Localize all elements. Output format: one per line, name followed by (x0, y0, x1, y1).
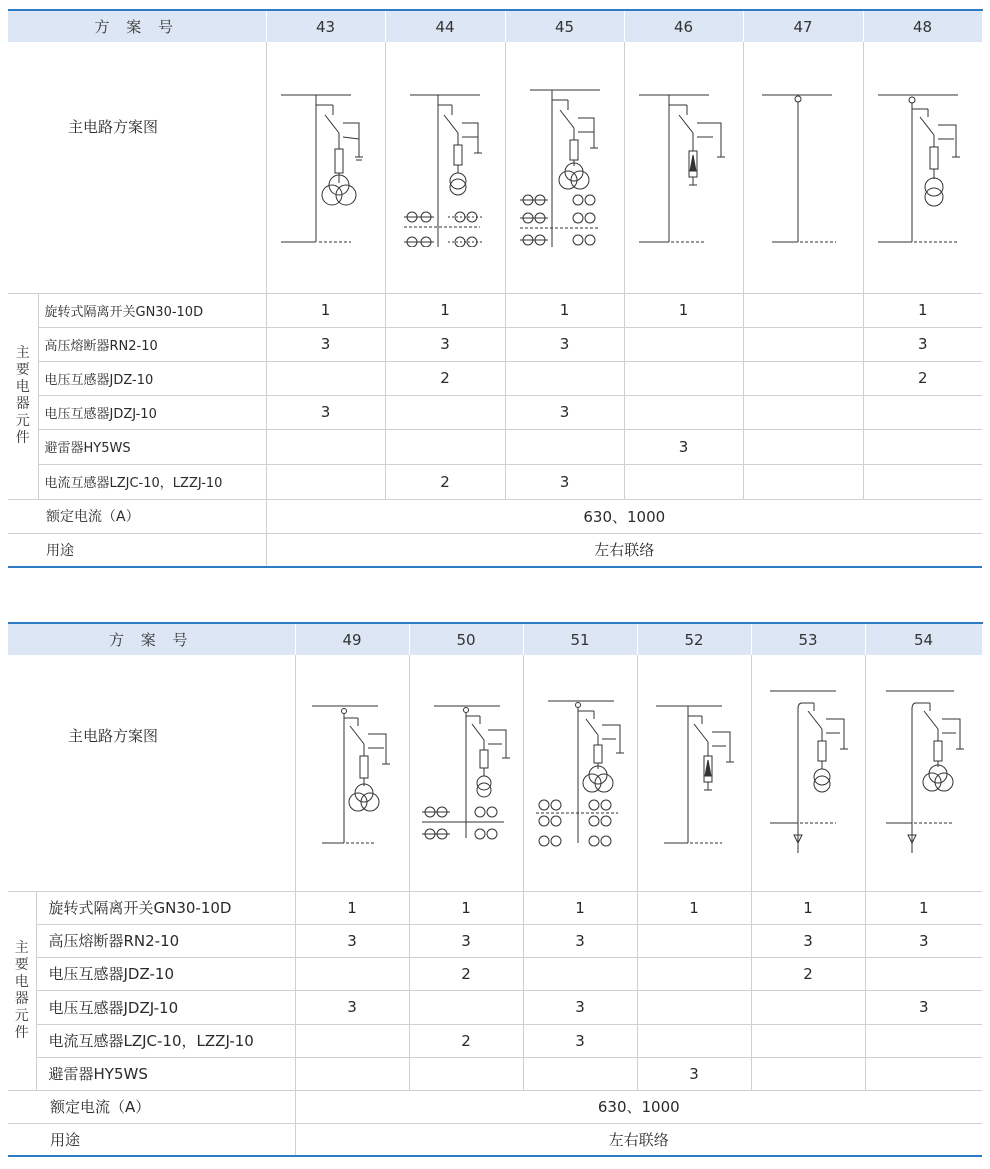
scheme-number: 52 (637, 623, 751, 655)
table-row (8, 1057, 982, 1090)
rated-current-value: 630、1000 (266, 499, 982, 533)
quantity-cell: 3 (523, 990, 637, 1024)
component-name: 避雷器HY5WS (36, 1057, 295, 1090)
quantity-cell (624, 327, 743, 361)
quantity-cell (266, 464, 385, 499)
quantity-cell (743, 464, 863, 499)
diagram-label: 主电路方案图 (8, 655, 295, 891)
quantity-cell: 3 (624, 429, 743, 464)
quantity-cell (624, 361, 743, 395)
quantity-cell (409, 1057, 523, 1090)
quantity-cell: 3 (505, 327, 624, 361)
quantity-cell (266, 429, 385, 464)
component-name: 电压互感器JDZJ-10 (38, 395, 266, 429)
rated-current-row (8, 499, 982, 533)
quantity-cell: 3 (385, 327, 505, 361)
quantity-cell (865, 957, 982, 990)
quantity-cell: 3 (751, 924, 865, 957)
scheme-number: 46 (624, 10, 743, 42)
quantity-cell (523, 957, 637, 990)
scheme-number: 43 (266, 10, 385, 42)
component-name: 高压熔断器RN2-10 (36, 924, 295, 957)
usage-value: 左右联络 (266, 533, 982, 567)
scheme-number: 49 (295, 623, 409, 655)
quantity-cell: 3 (523, 1024, 637, 1057)
circuit-diagram-46 (624, 42, 743, 293)
component-name: 电压互感器JDZ-10 (36, 957, 295, 990)
quantity-cell: 3 (865, 924, 982, 957)
component-name: 电流互感器LZJC-10，LZZJ-10 (38, 464, 266, 499)
quantity-cell (865, 1024, 982, 1057)
quantity-cell: 3 (295, 924, 409, 957)
circuit-diagram-50 (409, 655, 523, 891)
quantity-cell: 3 (266, 395, 385, 429)
diagram-label: 主电路方案图 (8, 42, 266, 293)
component-name: 高压熔断器RN2-10 (38, 327, 266, 361)
circuit-diagram-44 (385, 42, 505, 293)
quantity-cell (505, 429, 624, 464)
quantity-cell: 3 (863, 327, 982, 361)
component-name: 旋转式隔离开关GN30-10D (36, 891, 295, 924)
component-name: 电压互感器JDZ-10 (38, 361, 266, 395)
quantity-cell (409, 990, 523, 1024)
table-row (8, 924, 982, 957)
quantity-cell: 2 (385, 464, 505, 499)
scheme-number-label: 方 案 号 (8, 623, 295, 655)
quantity-cell: 1 (523, 891, 637, 924)
table-row (8, 361, 982, 395)
scheme-number: 51 (523, 623, 637, 655)
circuit-diagram-48 (863, 42, 982, 293)
quantity-cell: 3 (637, 1057, 751, 1090)
quantity-cell: 3 (865, 990, 982, 1024)
scheme-table-49-54 (8, 622, 983, 1157)
table-row (8, 395, 982, 429)
quantity-cell (266, 361, 385, 395)
quantity-cell: 1 (295, 891, 409, 924)
rated-current-label: 额定电流（A） (8, 1090, 295, 1123)
quantity-cell (637, 990, 751, 1024)
quantity-cell: 3 (523, 924, 637, 957)
circuit-diagram-53 (751, 655, 865, 891)
header-row (8, 623, 982, 655)
quantity-cell: 2 (751, 957, 865, 990)
table-row (8, 891, 982, 924)
quantity-cell: 1 (409, 891, 523, 924)
table-row (8, 293, 982, 327)
scheme-table-43-48 (8, 9, 983, 568)
table-row (8, 957, 982, 990)
diagram-row (8, 655, 982, 891)
component-name: 旋转式隔离开关GN30-10D (38, 293, 266, 327)
table-row (8, 1024, 982, 1057)
quantity-cell: 1 (751, 891, 865, 924)
usage-value: 左右联络 (295, 1123, 982, 1156)
rated-current-label: 额定电流（A） (8, 499, 266, 533)
quantity-cell (505, 361, 624, 395)
quantity-cell (637, 957, 751, 990)
quantity-cell (637, 924, 751, 957)
quantity-cell (295, 957, 409, 990)
scheme-number: 48 (863, 10, 982, 42)
circuit-diagram-47 (743, 42, 863, 293)
table-row (8, 464, 982, 499)
circuit-diagram-54 (865, 655, 982, 891)
quantity-cell: 1 (505, 293, 624, 327)
quantity-cell (624, 395, 743, 429)
quantity-cell: 3 (295, 990, 409, 1024)
scheme-number-label: 方 案 号 (8, 10, 266, 42)
scheme-number: 53 (751, 623, 865, 655)
diagram-row (8, 42, 982, 293)
scheme-number: 50 (409, 623, 523, 655)
quantity-cell (385, 429, 505, 464)
quantity-cell (743, 293, 863, 327)
group-label: 主 要 电 器 元 件 (8, 891, 36, 1090)
quantity-cell: 1 (385, 293, 505, 327)
quantity-cell: 1 (637, 891, 751, 924)
rated-current-row (8, 1090, 982, 1123)
quantity-cell (523, 1057, 637, 1090)
quantity-cell (637, 1024, 751, 1057)
quantity-cell (385, 395, 505, 429)
usage-row (8, 1123, 982, 1156)
table-row (8, 429, 982, 464)
table-row (8, 327, 982, 361)
component-name: 电压互感器JDZJ-10 (36, 990, 295, 1024)
quantity-cell: 2 (385, 361, 505, 395)
quantity-cell: 3 (266, 327, 385, 361)
quantity-cell: 2 (409, 1024, 523, 1057)
quantity-cell (295, 1024, 409, 1057)
quantity-cell (863, 395, 982, 429)
quantity-cell (863, 464, 982, 499)
circuit-diagram-45 (505, 42, 624, 293)
group-label: 主 要 电 器 元 件 (8, 293, 38, 499)
quantity-cell: 1 (266, 293, 385, 327)
quantity-cell (863, 429, 982, 464)
quantity-cell (751, 1024, 865, 1057)
header-row (8, 10, 982, 42)
scheme-number: 54 (865, 623, 982, 655)
circuit-diagram-43 (266, 42, 385, 293)
circuit-diagram-49 (295, 655, 409, 891)
quantity-cell: 3 (505, 464, 624, 499)
circuit-diagram-51 (523, 655, 637, 891)
quantity-cell: 1 (624, 293, 743, 327)
quantity-cell: 3 (409, 924, 523, 957)
component-name: 避雷器HY5WS (38, 429, 266, 464)
quantity-cell: 3 (505, 395, 624, 429)
rated-current-value: 630、1000 (295, 1090, 982, 1123)
scheme-number: 47 (743, 10, 863, 42)
quantity-cell (743, 429, 863, 464)
quantity-cell (751, 1057, 865, 1090)
quantity-cell: 1 (865, 891, 982, 924)
usage-label: 用途 (8, 1123, 295, 1156)
quantity-cell: 2 (409, 957, 523, 990)
quantity-cell: 2 (863, 361, 982, 395)
quantity-cell (865, 1057, 982, 1090)
quantity-cell (751, 990, 865, 1024)
quantity-cell (295, 1057, 409, 1090)
quantity-cell (743, 361, 863, 395)
quantity-cell (743, 395, 863, 429)
quantity-cell (624, 464, 743, 499)
quantity-cell (743, 327, 863, 361)
circuit-diagram-52 (637, 655, 751, 891)
quantity-cell: 1 (863, 293, 982, 327)
usage-row (8, 533, 982, 567)
component-name: 电流互感器LZJC-10，LZZJ-10 (36, 1024, 295, 1057)
table-row (8, 990, 982, 1024)
scheme-number: 44 (385, 10, 505, 42)
scheme-number: 45 (505, 10, 624, 42)
usage-label: 用途 (8, 533, 266, 567)
